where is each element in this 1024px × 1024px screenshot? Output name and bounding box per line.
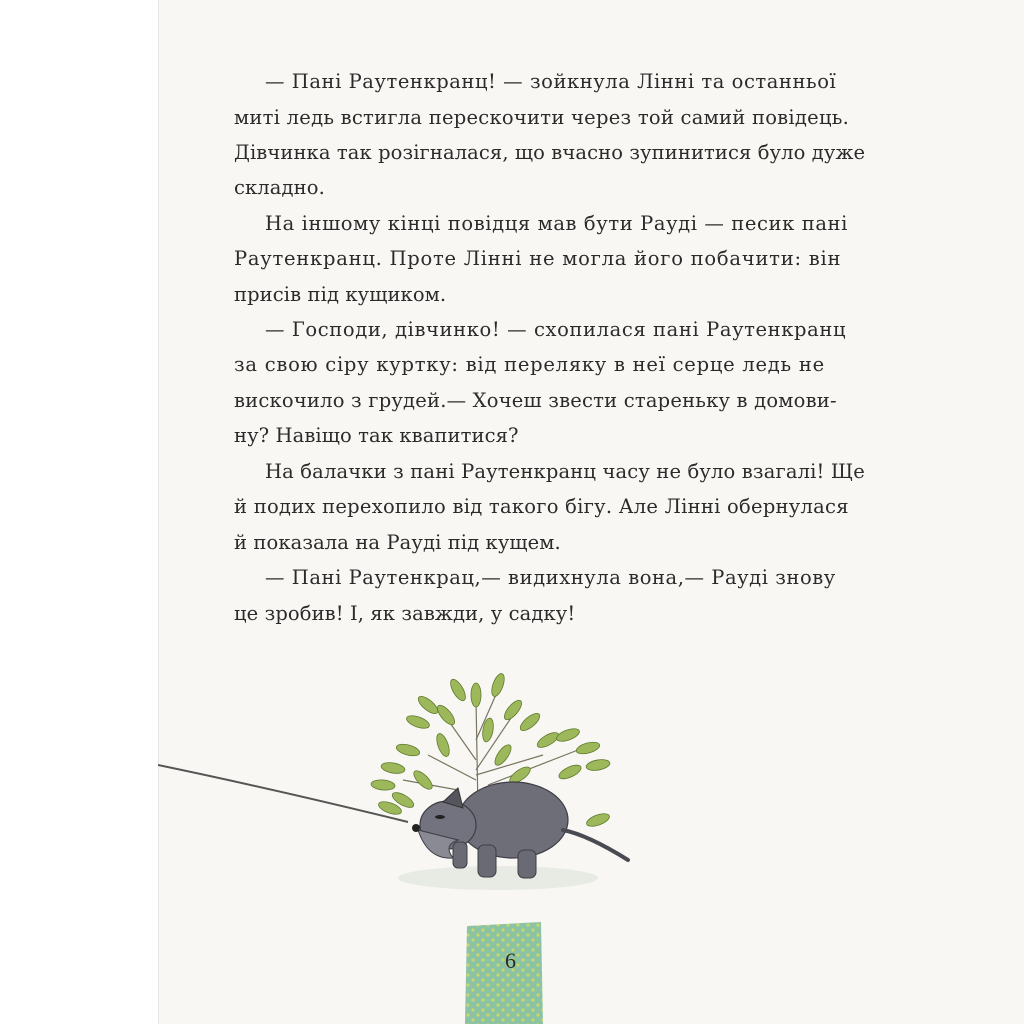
- text-line-3: Дівчинка так розігналася, що вчасно зупинитися було дуже: [234, 141, 866, 164]
- text-line-8: — Господи, дівчинко! — схопилася пані Раутенкранц: [265, 318, 847, 341]
- dog: [412, 782, 628, 878]
- dog-under-bush-illustration: [158, 660, 658, 900]
- page-number: 6: [505, 948, 516, 973]
- text-line-14: й показала на Рауді під кущем.: [234, 531, 561, 554]
- text-line-9: за свою сіру куртку: від переляку в неї серце ледь не: [234, 353, 825, 376]
- text-line-11: ну? Навіщо так квапитися?: [234, 424, 519, 447]
- text-line-16: це зробив! І, як завжди, у садку!: [234, 602, 576, 625]
- leash: [158, 765, 408, 822]
- text-line-4: складно.: [234, 176, 325, 199]
- text-line-7: присів під кущиком.: [234, 283, 447, 306]
- text-line-15: — Пані Раутенкрац,— видихнула вона,— Рауді знову: [265, 566, 836, 589]
- text-line-13: й подих перехопило від такого бігу. Але Лінні обернулася: [234, 495, 849, 518]
- text-line-2: миті ледь встигла перескочити через той самий повідець.: [234, 106, 850, 129]
- text-line-6: Раутенкранц. Проте Лінні не могла його побачити: він: [234, 247, 842, 270]
- text-line-5: На іншому кінці повідця мав бути Рауді — песик пані: [265, 212, 848, 235]
- text-line-10: вискочило з грудей.— Хочеш звести стареньку в домови-: [234, 389, 837, 412]
- text-line-1: — Пані Раутенкранц! — зойкнула Лінні та останньої: [265, 70, 837, 93]
- page-number-tab: [465, 922, 543, 1024]
- text-line-12: На балачки з пані Раутенкранц часу не було взагалі! Ще: [265, 460, 865, 483]
